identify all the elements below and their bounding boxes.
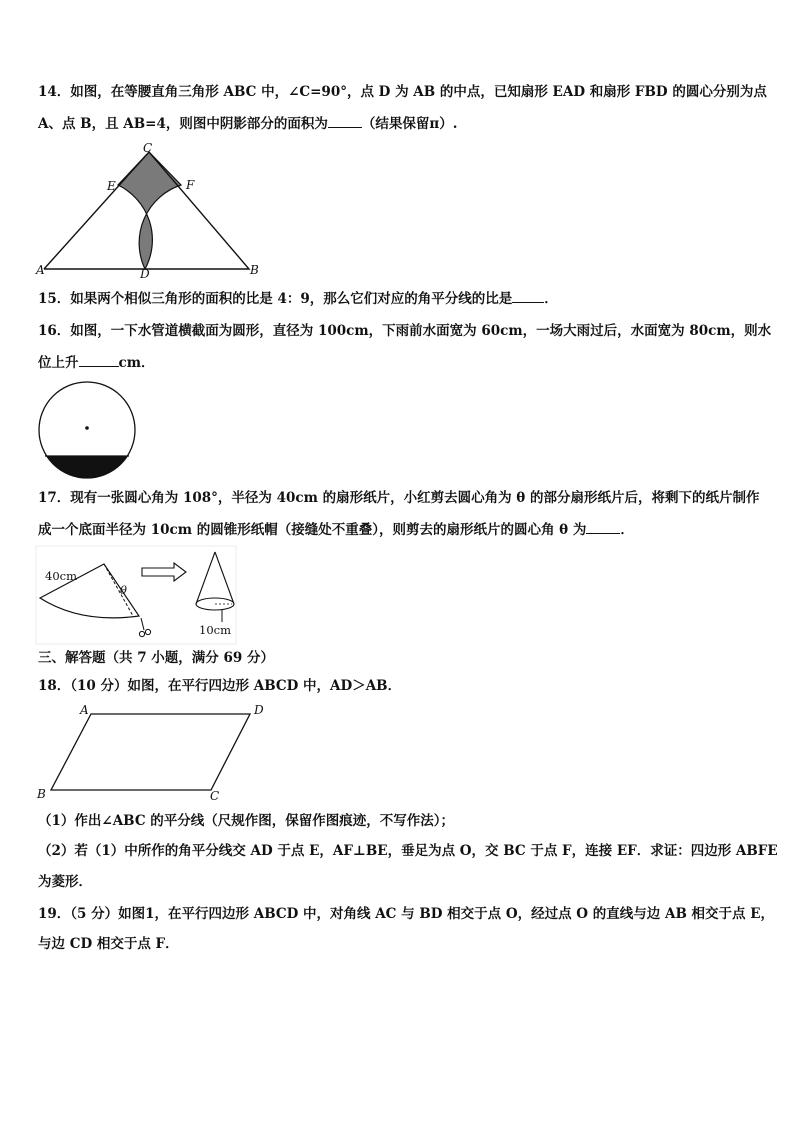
q16-pipe-figure xyxy=(36,380,140,484)
q14-answer-blank xyxy=(328,115,362,128)
q15-post: ． xyxy=(544,291,558,307)
label-D: D xyxy=(254,703,264,717)
q18-part1: （1）作出∠ABC 的平分线（尺规作图，保留作图痕迹，不写作法）； xyxy=(38,813,455,829)
q16-answer-blank xyxy=(79,354,119,367)
q18-part2-line1: （2）若（1）中所作的角平分线交 AD 于点 E，AF⊥BE，垂足为点 O，交 BC 于点 F，连接 EF．求证：四边形 ABFE xyxy=(38,843,778,859)
section3-title: 三、解答题（共 7 小题，满分 69 分） xyxy=(38,650,274,666)
label-C: C xyxy=(143,141,153,155)
shaded-region xyxy=(118,152,181,269)
q19-line1: 19．（5 分）如图1，在平行四边形 ABCD 中，对角线 AC 与 BD 相交于点 O，经过点 O 的直线与边 AB 相交于点 E， xyxy=(38,906,775,922)
label-C: C xyxy=(210,789,220,803)
q14-line2 xyxy=(38,114,457,134)
q19-line2: 与边 CD 相交于点 F． xyxy=(38,936,179,952)
q14-line2-post: （结果保留π）. xyxy=(361,116,458,132)
q18-parallelogram-figure xyxy=(36,702,274,804)
q15-pre: 15．如果两个相似三角形的面积的比是 4：9，那么它们对应的角平分线的比是 xyxy=(38,291,513,307)
center-dot xyxy=(85,426,89,430)
label-10cm: 10cm xyxy=(199,623,231,637)
q18-head: 18．（10 分）如图，在平行四边形 ABCD 中，AD＞AB． xyxy=(38,678,402,694)
q17-line2-pre: 成一个底面半径为 10cm 的圆锥形纸帽（接缝处不重叠），则剪去的扇形纸片的圆心角 θ 为 xyxy=(38,522,587,538)
label-D: D xyxy=(140,267,150,281)
label-40cm: 40cm xyxy=(45,569,77,583)
q17-line1: 17．现有一张圆心角为 108°，半径为 40cm 的扇形纸片，小红剪去圆心角为 θ 的部分扇形纸片后，将剩下的纸片制作 xyxy=(38,490,760,506)
q16-line2 xyxy=(38,353,155,373)
q16-line1: 16．如图，一下水管道横截面为圆形，直径为 100cm，下雨前水面宽为 60cm，一场大雨过后，水面宽为 80cm，则水 xyxy=(38,323,772,339)
q17-line2-post: ． xyxy=(620,522,634,538)
q18-part2-line2: 为菱形． xyxy=(38,874,92,890)
q17-sector-cone-figure xyxy=(36,546,236,644)
q17-line2 xyxy=(38,520,634,540)
q15-line xyxy=(38,289,558,309)
parallelogram xyxy=(51,714,250,790)
q14-line2-pre: A、点 B，且 AB=4，则图中阴影部分的面积为 xyxy=(38,116,328,132)
label-F: F xyxy=(186,178,195,192)
label-B: B xyxy=(37,787,46,801)
label-B: B xyxy=(250,263,259,277)
q16-line2-pre: 位上升 xyxy=(38,355,79,371)
q14-triangle-figure xyxy=(36,141,266,281)
q16-line2-post: cm． xyxy=(118,355,155,371)
q14-line1: 14．如图，在等腰直角三角形 ABC 中，∠C=90°，点 D 为 AB 的中点，已知扇形 EAD 和扇形 FBD 的圆心分别为点 xyxy=(38,84,767,100)
label-theta: θ xyxy=(120,583,127,597)
label-E: E xyxy=(107,179,116,193)
q15-answer-blank xyxy=(512,290,544,303)
q17-answer-blank xyxy=(586,521,620,534)
label-A: A xyxy=(36,263,45,277)
label-A: A xyxy=(80,703,89,717)
